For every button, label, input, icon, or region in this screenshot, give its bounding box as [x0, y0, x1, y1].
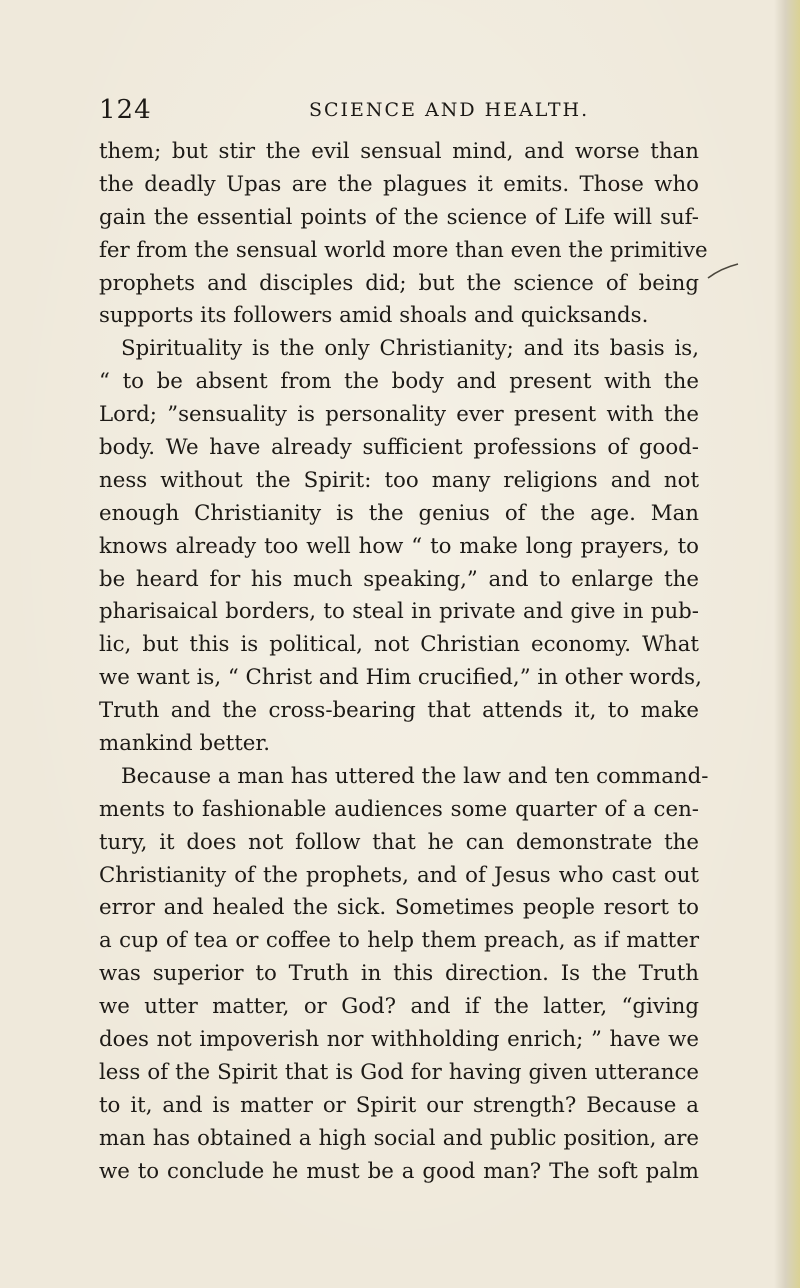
text-line: we want is, “ Christ and Him crucified,” in other words, [99, 665, 702, 691]
text-line: fer from the sensual world more than even the primitive [99, 237, 708, 263]
text-line: we utter matter, or God? and if the latter, “giving [99, 994, 699, 1020]
text-line: man has obtained a high social and public position, are [99, 1125, 699, 1151]
text-line: Christianity of the prophets, and of Jesus who cast out [99, 862, 699, 888]
text-line: we to conclude he must be a good man? The soft palm [99, 1158, 699, 1184]
text-line: ness without the Spirit: too many religions and not [99, 467, 699, 493]
pencil-margin-mark [706, 262, 740, 280]
text-line: the deadly Upas are the plagues it emits. Those who [99, 171, 699, 197]
running-head: SCIENCE AND HEALTH. [309, 99, 590, 121]
text-line: Truth and the cross-bearing that attends it, to make [99, 698, 699, 724]
text-line: pharisaical borders, to steal in private and give in pub- [99, 599, 699, 625]
text-line: “ to be absent from the body and present with the [99, 369, 699, 395]
text-line: error and healed the sick. Sometimes people resort to [99, 895, 699, 921]
text-line: tury, it does not follow that he can demonstrate the [99, 829, 699, 855]
text-line: be heard for his much speaking,” and to enlarge the [99, 566, 699, 592]
page-header [99, 92, 689, 128]
text-line: lic, but this is political, not Christian economy. What [99, 632, 699, 658]
text-line: does not impoverish nor withholding enrich; ” have we [99, 1027, 699, 1053]
text-line: Because a man has uttered the law and ten command- [121, 763, 709, 789]
text-line: body. We have already sufficient professions of good- [99, 435, 699, 461]
text-line: them; but stir the evil sensual mind, and worse than [99, 139, 699, 164]
text-line: prophets and disciples did; but the science of being [99, 270, 699, 296]
text-line: Spirituality is the only Christianity; and its basis is, [121, 336, 699, 362]
text-line: enough Christianity is the genius of the age. Man [99, 500, 699, 526]
page-number: 124 [99, 95, 152, 125]
text-line: gain the essential points of the science of Life will suf- [99, 204, 699, 230]
text-line: knows already too well how “ to make long prayers, to [99, 533, 699, 559]
text-line: to it, and is matter or Spirit our strength? Because a [99, 1092, 699, 1118]
text-line: supports its followers amid shoals and quicksands. [99, 303, 649, 329]
page-edge-shadow [774, 0, 800, 1288]
text-line: less of the Spirit that is God for having given utterance [99, 1059, 699, 1085]
text-line: ments to fashionable audiences some quarter of a cen- [99, 796, 699, 822]
text-line: mankind better. [99, 731, 271, 757]
text-line: Lord; ”sensuality is personality ever present with the [99, 402, 699, 428]
text-line: a cup of tea or coffee to help them preach, as if matter [99, 928, 699, 954]
text-line: was superior to Truth in this direction. Is the Truth [99, 961, 699, 987]
body-text [99, 136, 709, 1189]
